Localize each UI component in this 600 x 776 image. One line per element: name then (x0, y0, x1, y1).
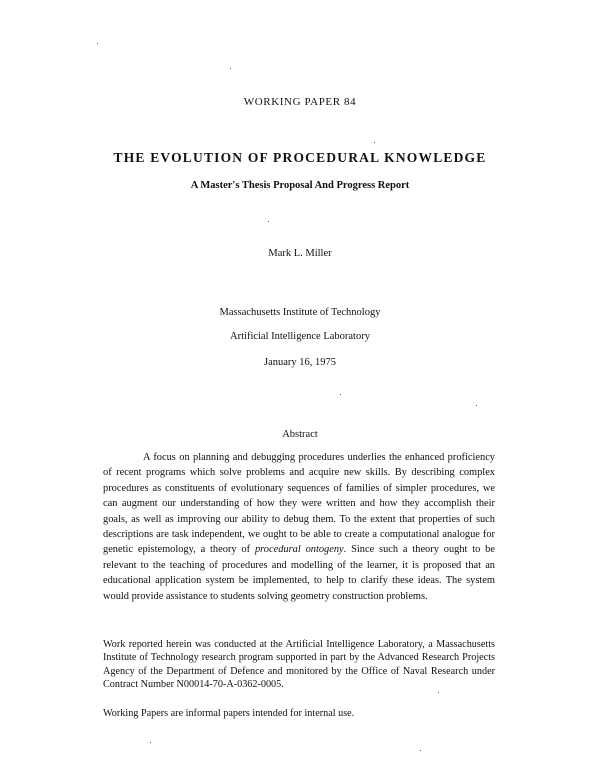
working-paper-label: WORKING PAPER 84 (243, 96, 357, 108)
scan-speck (374, 142, 375, 143)
scan-speck (476, 405, 477, 406)
internal-use-note: Working Papers are informal papers intended for internal use. (103, 708, 355, 719)
abstract-text-part-1: A focus on planning and debugging procedures underlies the enhanced proficiency of recent programs which solve problems and acquire new skills. By describing complex procedures as constituents of evolutionary sequences of families of simpler procedures, we can augment our understanding of how they were written and how they accomplish their goals, as well as improving our ability to debug them. To the extent that properties of such descriptions are task independent, we ought to be able to create a computational analogue for genetic epistemology, a theory of (103, 452, 495, 556)
scan-speck (150, 742, 151, 743)
abstract-italic-term: procedural ontogeny (254, 544, 344, 556)
paper-subtitle: A Master's Thesis Proposal And Progress Report (190, 180, 410, 191)
publication-date: January 16, 1975 (263, 357, 337, 368)
institution-name: Massachusetts Institute of Technology (219, 307, 381, 318)
lab-name: Artificial Intelligence Laboratory (230, 331, 370, 342)
abstract-text-part-2: . Since such a theory ought to be relevant to the teaching of procedures and modelling of the learner, it is proposed that an educational application system be implemented, to help to clarify these ideas. The system would provide assistance to students solving geometry construction problems. (103, 544, 495, 602)
paper-title: THE EVOLUTION OF PROCEDURAL KNOWLEDGE (113, 150, 487, 165)
scan-speck (230, 68, 231, 69)
author-name: Mark L. Miller (268, 248, 332, 259)
scan-speck (97, 43, 98, 44)
scan-speck (438, 692, 439, 693)
abstract-heading: Abstract (282, 429, 318, 440)
funding-footnote: Work reported herein was conducted at the Artificial Intelligence Laboratory, a Massachusetts Institute of Technology research program supported in part by the Advanced Research Projects Agency of the Department of Defence and monitored by the Office of Naval Research under Contract Number N00014-70-A-0362-0005. (103, 639, 495, 691)
scan-speck (268, 221, 269, 222)
scan-speck (340, 394, 341, 395)
abstract-body (103, 450, 495, 604)
scan-speck (420, 750, 421, 751)
